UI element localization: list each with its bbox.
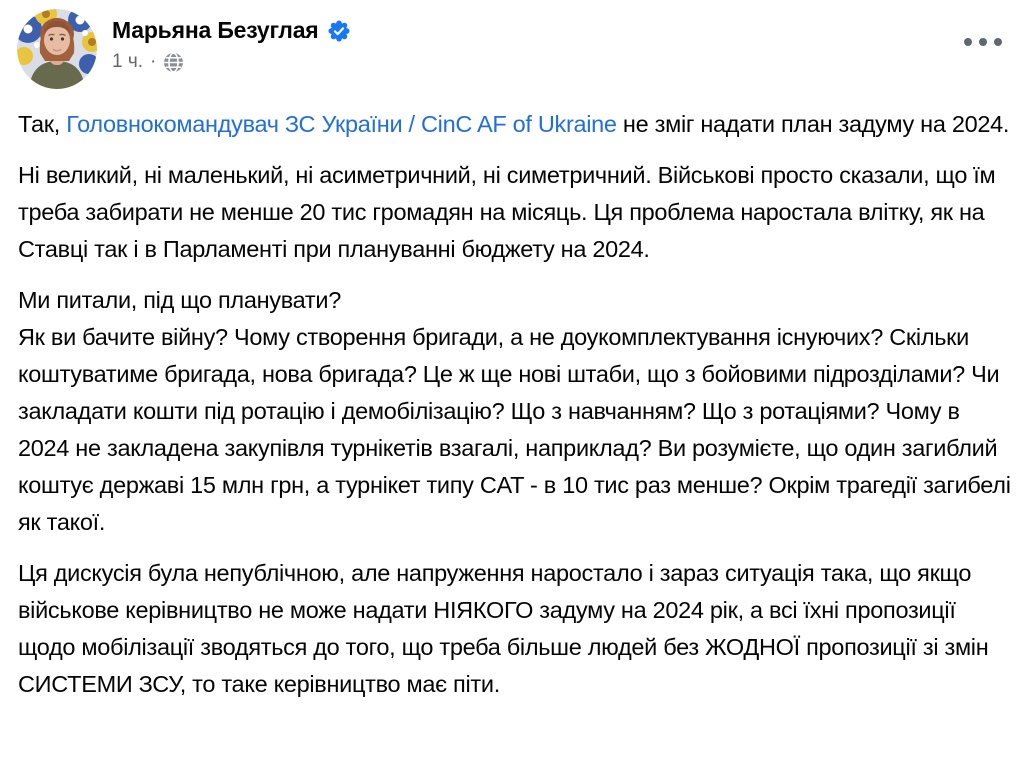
avatar[interactable] [17, 9, 97, 89]
name-row [112, 16, 350, 44]
meta-separator: · [150, 51, 157, 72]
verified-badge-icon [328, 20, 350, 42]
paragraph-3 [18, 282, 1014, 541]
paragraph-4: Ця дискусія була непублічною, але напруження наростало і зараз ситуація така, що якщо військове керівництво не може надати НІЯКОГО задуму на 2024 рік, а всі їхні пропозиції щодо мобілізації зводяться до того, що треба більше людей без ЖОДНОЇ пропозиції зі змін СИСТЕМИ ЗСУ, то таке керівництво має піти. [18, 560, 989, 697]
paragraph-1-prefix: Так, [18, 111, 67, 137]
post-header [0, 0, 1034, 89]
paragraph-3-rest: Як ви бачите війну? Чому створення бригади, а не доукомплектування існуючих? Скільки коштуватиме бригада, нова бригада? Це ж ще нові штаби, що з бойовими підрозділами? Чи закладати кошти під ротацію і демобілізацію? Що з навчанням? Що з ротаціями? Чому в 2024 не закладена закупівля турнікетів взагалі, наприклад? Ви розумієте, що один загиблий коштує державі 15 млн грн, а турнікет типу CAT - в 10 тис раз менше? Окрім трагедії загибелі як такої. [18, 324, 1011, 535]
header-info [112, 9, 350, 73]
three-dots-icon [979, 38, 987, 46]
three-dots-icon [964, 38, 972, 46]
three-dots-icon [994, 38, 1002, 46]
avatar-image [17, 9, 97, 89]
author-name[interactable]: Марьяна Безуглая [112, 17, 319, 43]
globe-public-icon [163, 52, 184, 73]
paragraph-1-suffix: не зміг надати план задуму на 2024. [616, 111, 1010, 137]
paragraph-1 [18, 106, 1014, 143]
post-timestamp[interactable]: 1 ч. [112, 51, 144, 72]
post-text [0, 89, 1034, 703]
mention-link-cinc[interactable]: Головнокомандувач ЗС України / CinC AF of Ukraine [66, 111, 617, 137]
post-meta [112, 51, 350, 73]
paragraph-2: Ні великий, ні маленький, ні асиметричний, ні симетричний. Військові просто сказали, що їм треба забирати не менше 20 тис громадян на місяць. Ця проблема наростала влітку, як на Ставці так і в Парламенті при плануванні бюджету на 2024. [18, 162, 996, 262]
paragraph-3-line1: Ми питали, під що планувати? [18, 287, 341, 313]
more-options-button[interactable] [958, 28, 1008, 56]
